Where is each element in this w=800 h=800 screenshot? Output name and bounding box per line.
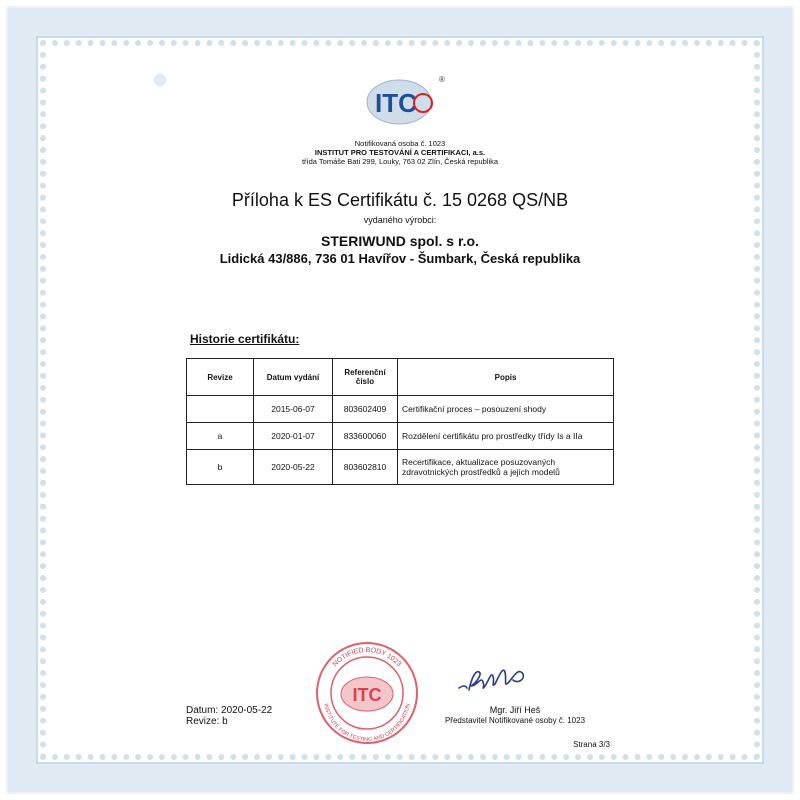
table-row [187,423,614,450]
cell-revize: b [187,450,254,485]
notified-body-stamp [312,638,422,748]
section-title: Historie certifikátu: [190,332,300,346]
certificate-history-table [186,358,614,485]
table-header-row [187,359,614,396]
cell-popis: Rozdělení certifikátu pro prostředky třídy Is a IIa [398,423,614,450]
svg-text:NOTIFIED BODY 1023: NOTIFIED BODY 1023 [331,646,403,669]
cell-ref: 803602810 [333,450,398,485]
cell-ref: 803602409 [333,396,398,423]
header-ref: Referenční číslo [333,359,398,396]
cell-datum: 2020-01-07 [254,423,333,450]
header-popis: Popis [398,359,614,396]
cell-revize: a [187,423,254,450]
company-name: STERIWUND spol. s r.o. [321,233,479,249]
table-row [187,396,614,423]
registered-mark: ® [439,75,445,84]
company-address: Lidická 43/886, 736 01 Havířov - Šumbark, Česká republika [219,251,581,266]
subtitle: vydaného výrobci: [363,215,437,225]
header-datum: Datum vydání [254,359,333,396]
cell-revize [187,396,254,423]
issue-date: Datum: 2020-05-22 [186,705,273,716]
cell-datum: 2020-05-22 [254,450,333,485]
cell-ref: 833600060 [333,423,398,450]
revision: Revize: b [186,716,228,727]
header-revize: Revize [187,359,254,396]
page-title: Příloha k ES Certifikátu č. 15 0268 QS/NB [231,190,569,210]
signatory-name: Mgr. Jiří Heš [489,705,541,715]
svg-text:ITC: ITC [352,685,382,705]
handwritten-signature [455,660,545,705]
cell-popis: Certifikační proces – posouzení shody [398,396,614,423]
signatory-role: Představitel Notifikované osoby č. 1023 [444,716,586,725]
svg-text:INSTITUTE FOR TESTING AND CERT: INSTITUTE FOR TESTING AND CERTIFICATION [322,703,412,744]
cell-popis: Recertifikace, aktualizace posuzovaných zdravotnických prostředků a jejich modelů [398,450,614,485]
issuer-line-3: třída Tomáše Bati 299, Louky, 763 02 Zlín, Česká republika [301,157,499,166]
table-row [187,450,614,485]
itc-logo [355,70,450,130]
logo-text: ITC [375,88,417,118]
page-number: Strana 3/3 [573,740,610,749]
issuer-line-1: Notifikovaná osoba č. 1023 [354,139,446,148]
issuer-line-2: INSTITUT PRO TESTOVÁNÍ A CERTIFIKACI, a.s. [314,148,486,157]
cell-datum: 2015-06-07 [254,396,333,423]
